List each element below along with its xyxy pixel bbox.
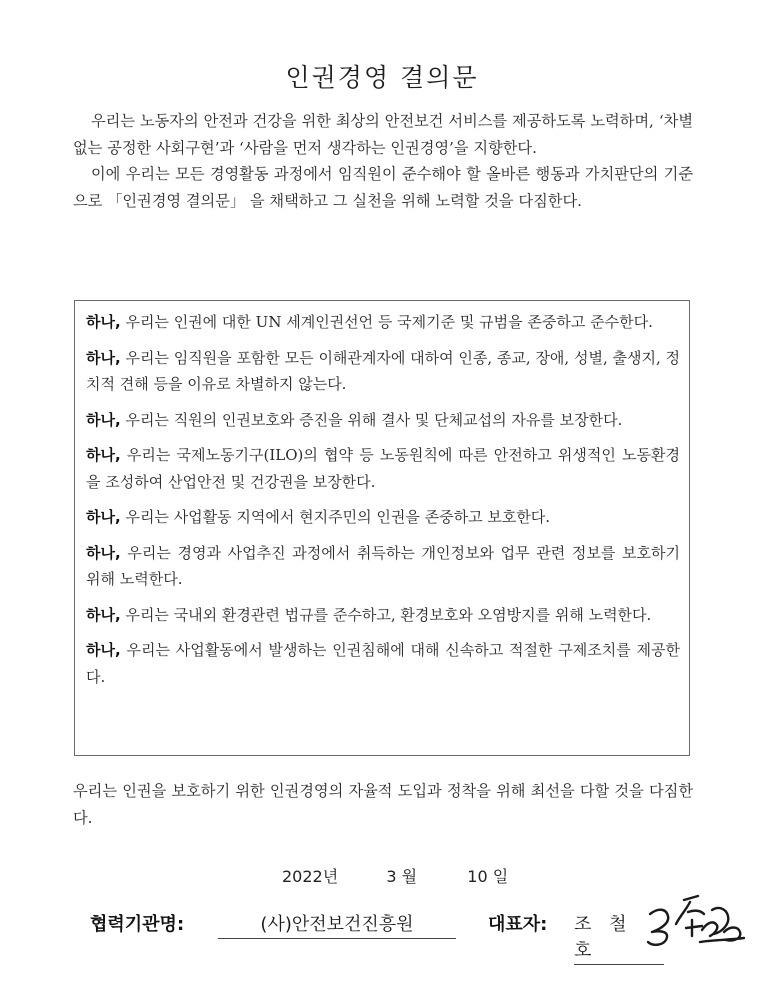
pledge-item-8 — [86, 637, 680, 690]
pledge-text: 우리는 사업활동 지역에서 현지주민의 인권을 존중하고 보호한다. — [120, 508, 551, 526]
org-label: 협력기관명: — [90, 914, 185, 935]
document-title: 인권경영 결의문 — [285, 63, 479, 92]
pledge-lead: 하나, — [86, 313, 121, 331]
intro-paragraph-1: 우리는 노동자의 안전과 건강을 위한 최상의 안전보건 서비스를 제공하도록 노력하며, ‘차별 없는 공정한 사회구현’과 ‘사람을 먼저 생각하는 인권경영’을 지향한다. — [73, 112, 693, 157]
pledge-item-1 — [86, 309, 680, 336]
pledge-text: 우리는 인권에 대한 UN 세계인권선언 등 국제기준 및 규범을 존중하고 준수한다. — [120, 313, 653, 331]
pledge-text: 우리는 사업활동에서 발생하는 인권침해에 대해 신속하고 적절한 구제조치를 제공한다. — [86, 641, 680, 686]
pledge-item-5 — [86, 504, 680, 531]
representative-name: 조 철 호 — [574, 910, 664, 965]
signing-date — [282, 864, 508, 887]
pledge-item-4 — [86, 442, 680, 495]
pledge-lead: 하나, — [86, 446, 121, 464]
pledge-list — [86, 309, 680, 699]
date-day: 10 일 — [467, 867, 509, 886]
pledge-lead: 하나, — [86, 508, 121, 526]
pledge-lead: 하나, — [86, 410, 121, 429]
pledge-lead: 하나, — [86, 641, 121, 659]
date-year: 2022년 — [282, 867, 339, 886]
pledge-text: 우리는 국내외 환경관련 법규를 준수하고, 환경보호와 오염방지를 위해 노력한다. — [120, 605, 652, 624]
org-name: (사)안전보건진흥원 — [218, 910, 456, 939]
pledge-item-3 — [86, 407, 680, 434]
handwritten-signature — [640, 886, 750, 956]
pledge-item-6 — [86, 540, 680, 593]
representative-label: 대표자: — [488, 914, 548, 935]
closing-paragraph: 우리는 인권을 보호하기 위한 인권경영의 자율적 도입과 정착을 위해 최선을 다할 것을 다짐한다. — [73, 782, 693, 827]
pledge-text: 우리는 경영과 사업추진 과정에서 취득하는 개인정보와 업무 관련 정보를 보호하기 위해 노력한다. — [86, 543, 680, 588]
pledge-text: 우리는 국제노동기구(ILO)의 협약 등 노동원칙에 따른 안전하고 위생적인 노동환경을 조성하여 산업안전 및 건강권을 보장한다. — [86, 446, 680, 491]
pledge-text: 우리는 임직원을 포함한 모든 이해관계자에 대하여 인종, 종교, 장애, 성별, 출생지, 정치적 견해 등을 이유로 차별하지 않는다. — [86, 348, 680, 393]
pledge-text: 우리는 직원의 인권보호와 증진을 위해 결사 및 단체교섭의 자유를 보장한다. — [120, 410, 623, 429]
pledge-lead: 하나, — [86, 348, 121, 367]
pledge-lead: 하나, — [86, 543, 121, 562]
pledge-item-2 — [86, 345, 680, 398]
date-month: 3 월 — [386, 867, 418, 886]
intro-section — [73, 108, 693, 214]
intro-paragraph-2: 이에 우리는 모든 경영활동 과정에서 임직원이 준수해야 할 올바른 행동과 가치판단의 기준으로 「인권경영 결의문」 을 채택하고 그 실천을 위해 노력할 것을 다짐한다. — [73, 165, 693, 210]
pledge-item-7 — [86, 602, 680, 629]
pledge-lead: 하나, — [86, 605, 121, 624]
